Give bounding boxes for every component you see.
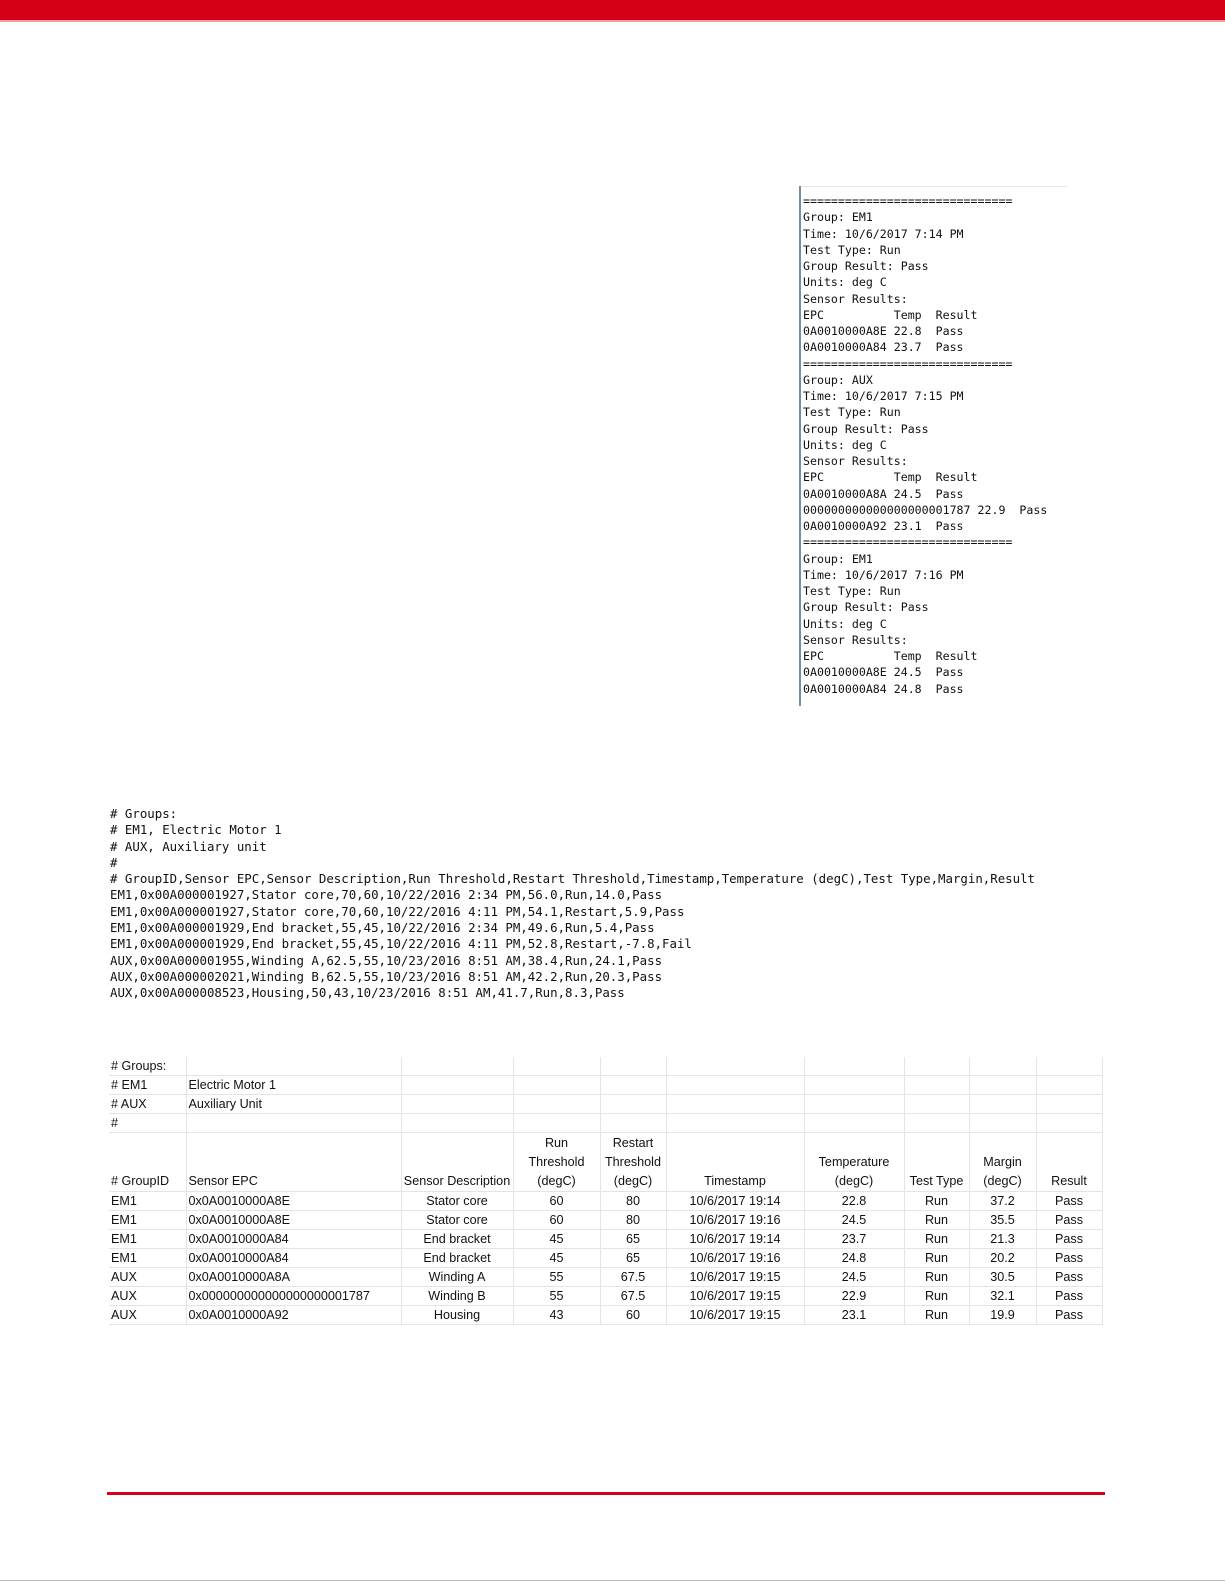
table-cell: 21.3 xyxy=(969,1230,1036,1249)
report-line: Group Result: Pass xyxy=(803,600,929,615)
table-cell: 43 xyxy=(513,1306,600,1325)
csv-listing xyxy=(110,806,1035,1002)
table-cell: EM1 xyxy=(109,1230,186,1249)
csv-line: # AUX, Auxiliary unit xyxy=(110,838,267,854)
column-header: Restart Threshold (degC) xyxy=(600,1133,666,1192)
table-cell: Run xyxy=(904,1306,969,1325)
table-cell: End bracket xyxy=(401,1230,513,1249)
table-row xyxy=(109,1249,1102,1268)
sheet-cell xyxy=(401,1057,513,1076)
report-line: Sensor Results: xyxy=(803,454,908,468)
table-cell: EM1 xyxy=(109,1192,186,1211)
report-line: ============================== xyxy=(803,356,1013,371)
table-cell: 0x0A0010000A8E xyxy=(186,1211,401,1230)
sheet-cell xyxy=(513,1095,600,1114)
table-cell: 10/6/2017 19:15 xyxy=(666,1287,804,1306)
sheet-preamble-row xyxy=(109,1076,1102,1095)
report-line: Units: deg C xyxy=(803,437,887,452)
table-cell: Pass xyxy=(1036,1287,1102,1306)
sheet-cell xyxy=(969,1057,1036,1076)
column-header: Margin (degC) xyxy=(969,1133,1036,1192)
report-line: Group Result: Pass xyxy=(803,421,929,436)
csv-line: EM1,0x00A000001927,Stator core,70,60,10/22/2016 4:11 PM,54.1,Restart,5.9,Pass xyxy=(110,903,685,919)
csv-line: # GroupID,Sensor EPC,Sensor Description,Run Threshold,Restart Threshold,Timestamp,Temperature (degC),Test Type,Margin,Result xyxy=(110,871,1036,887)
sheet-preamble-row xyxy=(109,1057,1102,1076)
csv-line: AUX,0x00A000001955,Winding A,62.5,55,10/23/2016 8:51 AM,38.4,Run,24.1,Pass xyxy=(110,952,663,968)
sheet-cell xyxy=(666,1057,804,1076)
table-cell: 80 xyxy=(600,1192,666,1211)
sheet-cell xyxy=(186,1057,401,1076)
table-cell: 0x0A0010000A8E xyxy=(186,1192,401,1211)
table-cell: 0x0A0010000A8A xyxy=(186,1268,401,1287)
report-line: 000000000000000000001787 22.9 Pass xyxy=(803,502,1048,517)
table-row xyxy=(109,1192,1102,1211)
report-line: 0A0010000A84 23.7 Pass xyxy=(803,340,964,355)
table-cell: End bracket xyxy=(401,1249,513,1268)
sheet-cell xyxy=(401,1076,513,1095)
column-header: Sensor EPC xyxy=(186,1133,401,1192)
sheet-cell xyxy=(804,1095,904,1114)
table-cell: Pass xyxy=(1036,1249,1102,1268)
table-cell: 60 xyxy=(513,1192,600,1211)
sheet-cell xyxy=(600,1057,666,1076)
table-cell: Run xyxy=(904,1249,969,1268)
table-cell: Housing xyxy=(401,1306,513,1325)
report-line: 0A0010000A92 23.1 Pass xyxy=(803,519,964,533)
column-header: Run Threshold (degC) xyxy=(513,1133,600,1192)
sheet-cell xyxy=(969,1076,1036,1095)
csv-line: EM1,0x00A000001927,Stator core,70,60,10/22/2016 2:34 PM,56.0,Run,14.0,Pass xyxy=(110,887,663,903)
sheet-cell xyxy=(904,1076,969,1095)
report-line: Units: deg C xyxy=(803,275,887,290)
table-cell: 60 xyxy=(600,1306,666,1325)
table-cell: Winding A xyxy=(401,1268,513,1287)
report-line: Time: 10/6/2017 7:15 PM xyxy=(803,389,964,403)
table-cell: 30.5 xyxy=(969,1268,1036,1287)
table-cell: 45 xyxy=(513,1249,600,1268)
table-cell: Pass xyxy=(1036,1306,1102,1325)
table-cell: 23.7 xyxy=(804,1230,904,1249)
table-cell: 0x000000000000000000001787 xyxy=(186,1287,401,1306)
sheet-cell xyxy=(513,1057,600,1076)
table-cell: 67.5 xyxy=(600,1268,666,1287)
table-cell: Pass xyxy=(1036,1211,1102,1230)
sheet-cell xyxy=(401,1095,513,1114)
table-cell: Run xyxy=(904,1230,969,1249)
column-header: # GroupID xyxy=(109,1133,186,1192)
column-header: Test Type xyxy=(904,1133,969,1192)
table-cell: 65 xyxy=(600,1230,666,1249)
sheet-cell xyxy=(1036,1114,1102,1133)
report-line: Sensor Results: xyxy=(803,632,908,647)
column-header: Result xyxy=(1036,1133,1102,1192)
sheet-cell xyxy=(904,1114,969,1133)
report-line: 0A0010000A8E 22.8 Pass xyxy=(803,324,964,338)
report-line: EPC Temp Result xyxy=(803,470,978,485)
table-cell: Pass xyxy=(1036,1230,1102,1249)
sheet-cell xyxy=(513,1076,600,1095)
sheet-cell: Electric Motor 1 xyxy=(186,1076,401,1095)
table-cell: 22.9 xyxy=(804,1287,904,1306)
table-cell: 10/6/2017 19:15 xyxy=(666,1306,804,1325)
table-row xyxy=(109,1230,1102,1249)
report-line: 0A0010000A8A 24.5 Pass xyxy=(803,486,964,501)
report-line: Test Type: Run xyxy=(803,405,901,420)
table-cell: 24.5 xyxy=(804,1268,904,1287)
column-header: Temperature (degC) xyxy=(804,1133,904,1192)
sheet-cell: Auxiliary Unit xyxy=(186,1095,401,1114)
report-line: EPC Temp Result xyxy=(803,649,978,663)
report-line: Time: 10/6/2017 7:14 PM xyxy=(803,226,964,241)
table-cell: 24.8 xyxy=(804,1249,904,1268)
table-cell: 80 xyxy=(600,1211,666,1230)
table-cell: AUX xyxy=(109,1268,186,1287)
report-line: Time: 10/6/2017 7:16 PM xyxy=(803,567,964,582)
sheet-cell xyxy=(666,1095,804,1114)
table-cell: 0x0A0010000A84 xyxy=(186,1230,401,1249)
csv-line: AUX,0x00A000008523,Housing,50,43,10/23/2016 8:51 AM,41.7,Run,8.3,Pass xyxy=(110,985,625,1001)
report-line: Group: EM1 xyxy=(803,551,873,566)
report-line: Test Type: Run xyxy=(803,584,901,598)
header-band xyxy=(0,0,1225,20)
sheet-cell xyxy=(804,1076,904,1095)
spreadsheet-table xyxy=(109,1057,1103,1325)
table-cell: 35.5 xyxy=(969,1211,1036,1230)
sheet-cell xyxy=(804,1057,904,1076)
sheet-cell: # AUX xyxy=(109,1095,186,1114)
table-cell: Pass xyxy=(1036,1192,1102,1211)
table-cell: 10/6/2017 19:15 xyxy=(666,1268,804,1287)
sheet-preamble-row xyxy=(109,1095,1102,1114)
report-line: Group: AUX xyxy=(803,372,873,387)
sheet-preamble-row xyxy=(109,1114,1102,1133)
sheet-cell xyxy=(513,1114,600,1133)
sheet-cell xyxy=(969,1114,1036,1133)
sheet-cell xyxy=(666,1114,804,1133)
table-cell: 55 xyxy=(513,1287,600,1306)
sheet-cell xyxy=(401,1114,513,1133)
report-line: Units: deg C xyxy=(803,616,887,631)
sheet-cell xyxy=(969,1095,1036,1114)
sheet-cell: # EM1 xyxy=(109,1076,186,1095)
table-cell: 0x0A0010000A84 xyxy=(186,1249,401,1268)
table-cell: Stator core xyxy=(401,1192,513,1211)
sheet-cell: # Groups: xyxy=(109,1057,186,1076)
table-cell: Run xyxy=(904,1192,969,1211)
sheet-cell xyxy=(1036,1076,1102,1095)
sheet-cell xyxy=(904,1095,969,1114)
table-cell: Run xyxy=(904,1268,969,1287)
sheet-cell xyxy=(600,1095,666,1114)
sheet-cell xyxy=(1036,1057,1102,1076)
table-cell: 32.1 xyxy=(969,1287,1036,1306)
table-cell: Run xyxy=(904,1211,969,1230)
report-line: Test Type: Run xyxy=(803,242,901,257)
sheet-cell xyxy=(186,1114,401,1133)
report-line: 0A0010000A84 24.8 Pass xyxy=(803,681,964,696)
sheet-cell xyxy=(600,1114,666,1133)
table-cell: 23.1 xyxy=(804,1306,904,1325)
table-cell: EM1 xyxy=(109,1249,186,1268)
csv-line: # xyxy=(110,854,118,870)
table-row xyxy=(109,1287,1102,1306)
table-cell: Run xyxy=(904,1287,969,1306)
sheet-cell xyxy=(904,1057,969,1076)
table-cell: 67.5 xyxy=(600,1287,666,1306)
table-cell: AUX xyxy=(109,1306,186,1325)
text-report xyxy=(803,193,1047,697)
csv-line: # Groups: xyxy=(110,806,178,821)
report-line: 0A0010000A8E 24.5 Pass xyxy=(803,665,964,680)
csv-line: EM1,0x00A000001929,End bracket,55,45,10/22/2016 2:34 PM,49.6,Run,5.4,Pass xyxy=(110,920,655,936)
table-cell: 24.5 xyxy=(804,1211,904,1230)
table-cell: 65 xyxy=(600,1249,666,1268)
report-line: ============================== xyxy=(803,535,1013,550)
table-cell: AUX xyxy=(109,1287,186,1306)
csv-line: AUX,0x00A000002021,Winding B,62.5,55,10/23/2016 8:51 AM,42.2,Run,20.3,Pass xyxy=(110,968,663,984)
page-bottom-edge xyxy=(0,1580,1225,1581)
report-line: Group Result: Pass xyxy=(803,259,929,273)
sheet-cell: # xyxy=(109,1114,186,1133)
header-band-underline xyxy=(0,20,1225,22)
table-cell: 55 xyxy=(513,1268,600,1287)
table-row xyxy=(109,1268,1102,1287)
table-cell: 19.9 xyxy=(969,1306,1036,1325)
sheet-cell xyxy=(804,1114,904,1133)
csv-line: # EM1, Electric Motor 1 xyxy=(110,822,282,838)
table-cell: Stator core xyxy=(401,1211,513,1230)
table-cell: 20.2 xyxy=(969,1249,1036,1268)
report-line: Group: EM1 xyxy=(803,210,873,225)
table-row xyxy=(109,1211,1102,1230)
sheet-header-row xyxy=(109,1133,1102,1192)
table-cell: 60 xyxy=(513,1211,600,1230)
report-line: ============================== xyxy=(803,194,1013,208)
table-cell: Winding B xyxy=(401,1287,513,1306)
sheet-cell xyxy=(1036,1095,1102,1114)
sheet-cell xyxy=(600,1076,666,1095)
table-cell: 10/6/2017 19:14 xyxy=(666,1230,804,1249)
report-line: Sensor Results: xyxy=(803,291,908,306)
footer-rule xyxy=(107,1492,1105,1495)
table-cell: Pass xyxy=(1036,1268,1102,1287)
table-cell: 45 xyxy=(513,1230,600,1249)
table-cell: 0x0A0010000A92 xyxy=(186,1306,401,1325)
report-line: EPC Temp Result xyxy=(803,307,978,322)
table-row xyxy=(109,1306,1102,1325)
table-cell: EM1 xyxy=(109,1211,186,1230)
sheet-cell xyxy=(666,1076,804,1095)
table-cell: 37.2 xyxy=(969,1192,1036,1211)
table-cell: 10/6/2017 19:14 xyxy=(666,1192,804,1211)
table-cell: 10/6/2017 19:16 xyxy=(666,1249,804,1268)
table-cell: 22.8 xyxy=(804,1192,904,1211)
column-header: Timestamp xyxy=(666,1133,804,1192)
table-cell: 10/6/2017 19:16 xyxy=(666,1211,804,1230)
csv-line: EM1,0x00A000001929,End bracket,55,45,10/22/2016 4:11 PM,52.8,Restart,-7.8,Fail xyxy=(110,936,692,952)
column-header: Sensor Description xyxy=(401,1133,513,1192)
